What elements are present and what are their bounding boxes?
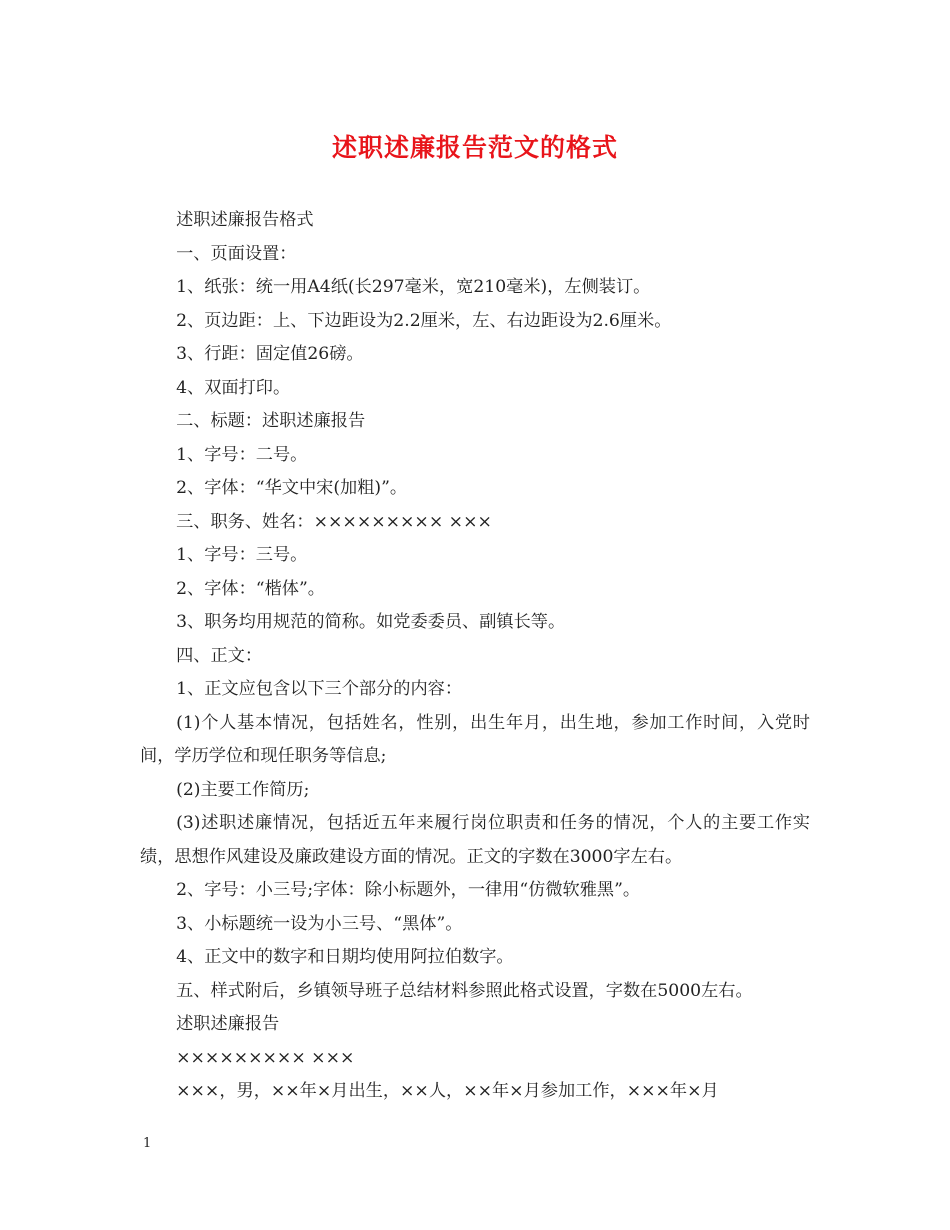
paragraph: 2、字体：“华文中宋(加粗)”。	[176, 478, 408, 498]
section-title-format: 二、标题：述职述廉报告	[176, 411, 366, 431]
paragraph: (2)主要工作简历;	[176, 779, 310, 800]
page-number: 1	[143, 1136, 152, 1151]
section-page-setup: 一、页面设置：	[176, 243, 297, 264]
paragraph: (1)个人基本情况，包括姓名，性别，出生年月，出生地，参加工作时间，入党时间，学历学位和现任职务等信息;	[140, 712, 810, 766]
paragraph: 4、正文中的数字和日期均使用阿拉伯数字。	[176, 947, 514, 967]
section-appendix: 五、样式附后，乡镇领导班子总结材料参照此格式设置，字数在5000左右。	[176, 980, 753, 1001]
paragraph: 1、正文应包含以下三个部分的内容：	[176, 679, 463, 699]
paragraph: 1、字号：三号。	[176, 545, 308, 565]
paragraph: 1、纸张：统一用A4纸(长297毫米，宽210毫米)，左侧装订。	[176, 277, 651, 297]
paragraph: 2、字体：“楷体”。	[176, 578, 325, 599]
paragraph: (3)述职述廉情况，包括近五年来履行岗位职责和任务的情况，个人的主要工作实绩，思想作风建设及廉政建设方面的情况。正文的字数在3000字左右。	[140, 813, 810, 867]
sample-report-title: 述职述廉报告	[176, 1014, 280, 1034]
document-body	[140, 204, 810, 1109]
paragraph: 4、双面打印。	[176, 377, 291, 398]
paragraph: 2、字号：小三号;字体：除小标题外，一律用“仿微软雅黑”。	[176, 880, 641, 900]
paragraph: 1、字号：二号。	[176, 444, 308, 465]
section-position-name: 三、职务、姓名：××××××××× ×××	[176, 511, 492, 532]
paragraph: 3、职务均用规范的简称。如党委委员、副镇长等。	[176, 612, 566, 632]
paragraph: ×××，男，××年×月出生，××人，××年×月参加工作，×××年×月	[176, 1081, 719, 1101]
document-title: 述职述廉报告范文的格式	[331, 133, 618, 162]
paragraph: 2、页边距：上、下边距设为2.2厘米，左、右边距设为2.6厘米。	[176, 310, 672, 331]
section-body-text: 四、正文：	[176, 645, 263, 666]
paragraph: 3、小标题统一设为小三号、“黑体”。	[176, 913, 463, 934]
paragraph: 3、行距：固定值26磅。	[176, 344, 364, 364]
paragraph-heading: 述职述廉报告格式	[176, 210, 314, 230]
sample-position-name: ××××××××× ×××	[176, 1047, 355, 1068]
